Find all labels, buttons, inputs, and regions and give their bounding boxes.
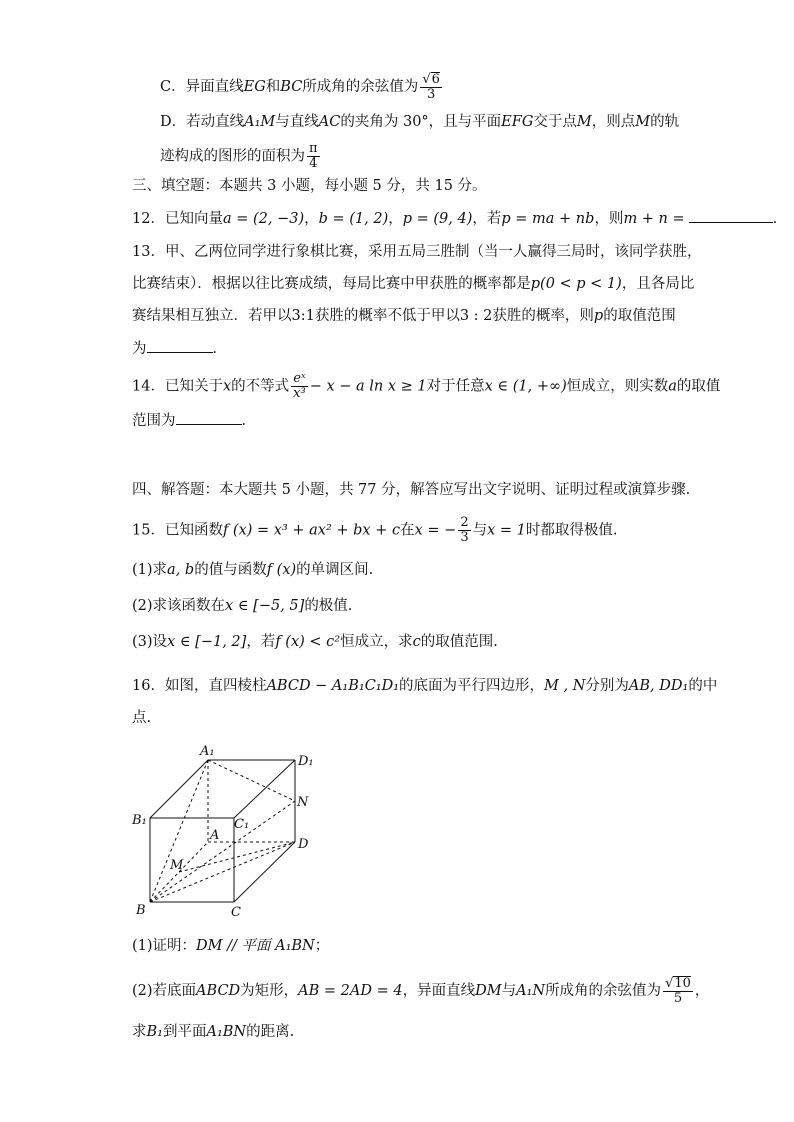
text: 恒成立，求 [340,634,413,650]
math-bc: BC [280,79,303,95]
text: 与 [472,522,488,539]
question-16-line1 [132,676,717,696]
text: 时都取得极值. [525,522,618,539]
text: 的中 [688,678,718,694]
question-13-line2 [132,274,694,294]
edge-cd [234,842,295,902]
question-16-part3 [132,1022,294,1042]
text: 12．已知向量 [132,211,223,227]
answer-blank[interactable] [176,410,242,425]
denominator: x³ [293,386,306,401]
text: 的底面为平行四边形， [399,678,545,694]
text: ，若 [472,211,502,227]
text: 的值与函数 [194,562,267,578]
answer-blank[interactable] [147,338,213,353]
math: p(0 < p < 1) [530,276,622,292]
math: M , N [544,678,586,694]
radicand: 10 [674,976,691,991]
line-md [179,842,295,872]
denominator: 3 [426,87,436,102]
text: (1)求 [132,562,168,578]
text: 比赛结束）．根据以往比赛成绩，每局比赛中甲获胜的概率都是 [132,276,531,292]
radicand: 6 [431,72,440,87]
text: 交于点 [533,114,577,130]
text: 14．已知关于 [132,378,223,395]
option-d [160,112,679,132]
math: x = 1 [487,522,526,539]
text: 恒成立，则实数 [566,378,669,395]
answer-blank[interactable] [689,208,773,223]
text: 分别为 [585,678,629,694]
text: 的极值. [304,598,353,614]
math: DM // 平面 A₁BN [196,938,315,954]
text: 到平面 [162,1024,207,1040]
text: 的取值 [676,378,721,395]
question-13-line4 [132,338,227,359]
math: b = (1, 2) [318,211,389,227]
question-12: 12．已知向量a = (2, −3)，b = (1, 2)，p = (9, 4)，若p = ma + nb，则m + n = . [132,208,777,229]
text: 求 [132,1024,147,1040]
math: A₁BN [206,1024,247,1040]
text: 所成角的余弦值为 [302,79,419,95]
text: 的距离. [246,1024,295,1040]
math: M [576,114,592,130]
edge-b1a1 [150,760,208,818]
text: ，则点 [591,114,636,130]
question-13-line3 [132,306,676,326]
question-15-part3 [132,632,498,652]
text: 为 [132,341,147,357]
text: 与直线 [275,114,319,130]
label-n: N [297,795,309,810]
fraction: $\frac{√6}{3}$ [422,72,440,102]
edge-c1d1 [234,760,295,818]
math-eg: EG [243,79,266,95]
text: (2)求该函数在 [132,598,226,614]
text: ． [212,341,227,357]
label-c: C [231,905,241,918]
math: a [668,378,677,395]
math: p = ma + nb [501,211,595,227]
fraction: $\frac{√10}{5}$ [665,976,691,1006]
question-16-part2 [132,976,709,1006]
math: − x − a ln x ≥ 1 [309,378,427,395]
fraction [291,372,308,401]
text: 为矩形， [240,983,299,999]
math: p = (9, 4) [402,211,473,227]
math: A₁N [516,983,546,999]
text: ，若 [246,634,276,650]
solid-edges [150,760,295,902]
math: f (x) < c² [275,634,341,650]
section-3-heading: 三、填空题：本题共 3 小题，每小题 5 分，共 15 分。 [132,178,487,194]
label-a: A [210,828,220,843]
numerator: eˣ [291,372,308,387]
text: 的取值范围. [420,634,498,650]
math: M [635,114,651,130]
question-14-line2 [132,410,256,431]
math: AC [318,114,341,130]
text: 16．如图，直四棱柱 [132,678,267,694]
text: 的单调区间. [296,562,374,578]
question-15-part1 [132,560,373,580]
text: (1)证明： [132,938,197,954]
question-13-line1: 13．甲、乙两位同学进行象棋比赛，采用五局三胜制（当一人赢得三局时，该同学获胜， [132,244,702,260]
text: 所成角的余弦值为 [545,983,662,999]
math: f (x) [266,562,297,578]
math: EFG [501,114,534,130]
text: 迹构成的图形的面积为 [160,148,305,165]
numerator: π [309,141,318,156]
text: 的夹角为 30°，且与平面 [340,114,502,130]
math: 3 : 2 [459,308,493,324]
math: AB = 2AD = 4 [298,983,403,999]
text: ， [694,983,710,999]
math: B₁ [146,1024,163,1040]
math: x = − [414,522,457,539]
denominator: 3 [460,530,469,545]
fraction [307,142,320,171]
math: a = (2, −3) [222,211,305,227]
math: x ∈ [−1, 2] [167,634,247,650]
label-b1: B₁ [132,813,147,828]
text: (2)若底面 [132,983,197,999]
math: AB, DD₁ [628,678,689,694]
section-4-heading: 四、解答题：本大题共 5 小题，共 77 分，解答应写出文字说明、证明过程或演算步骤. [132,482,691,498]
label-d: D [298,837,309,852]
denominator: 5 [673,991,683,1006]
option-c-label: C．异面直线 [160,79,244,95]
text: 获胜的概率不低于甲以 [314,308,460,324]
label-c1: C₁ [234,817,250,832]
option-c [160,72,444,102]
numerator: 2 [460,515,469,530]
line-a1b [150,760,208,902]
text: 赛结果相互独立．若甲以 [132,308,292,324]
text: 和 [265,79,281,95]
question-14-line1 [132,372,720,401]
math: ABCD [196,983,241,999]
text: 在 [400,522,415,539]
math: 3:1 [291,308,315,324]
question-16-part1 [132,936,329,956]
text: ； [314,938,330,954]
math: x [222,378,232,395]
label-d1: D₁ [298,754,314,769]
option-d-label: D．若动直线 [160,114,245,130]
text: 与 [501,983,517,999]
text: 范围为 [132,413,176,429]
label-m: M [170,858,184,873]
math: x ∈ [−5, 5] [225,598,305,614]
line-a1n [208,760,295,801]
math: c [412,634,421,650]
text: ，且各局比 [621,276,695,292]
math: f (x) = x³ + ax² + bx + c [222,522,401,539]
question-16-line2: 点. [132,710,152,726]
math: m + n = [623,211,685,227]
option-d-line2 [160,142,322,171]
math: x ∈ (1, +∞) [484,378,567,395]
text: ，则 [594,211,624,227]
text: ，异面直线 [402,983,476,999]
math: a, b [167,562,195,578]
math: DM [475,983,502,999]
text: 的轨 [650,114,680,130]
text: 的不等式 [231,378,290,395]
text: 15．已知函数 [132,522,223,539]
text: 对于任意 [426,378,485,395]
denominator: 4 [309,156,318,171]
math: p [593,308,604,324]
math: A₁M [244,114,276,130]
text: (3)设 [132,634,168,650]
text: 的取值范围 [603,308,676,324]
label-a1: A₁ [200,744,215,759]
question-15 [132,516,617,545]
text: . [772,211,778,227]
fraction [458,516,470,545]
text: ． [241,413,256,429]
question-15-part2 [132,596,352,616]
text: 获胜的概率，则 [492,308,594,324]
math: ABCD − A₁B₁C₁D₁ [266,678,400,694]
label-b: B [136,903,146,918]
prism-figure [130,738,330,918]
